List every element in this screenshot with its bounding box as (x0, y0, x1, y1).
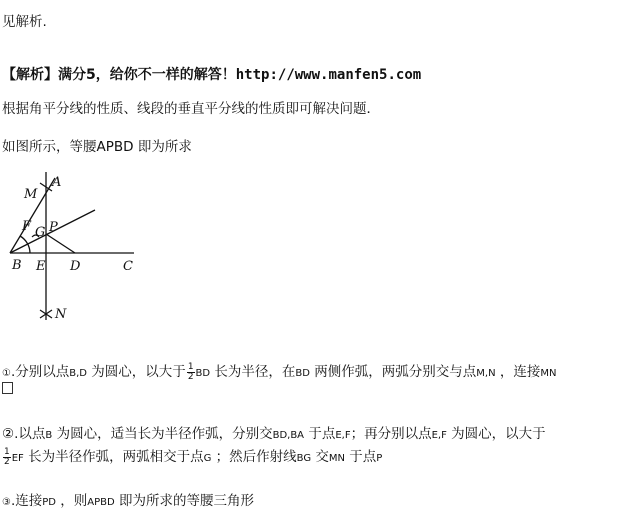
placeholder-box (2, 382, 13, 394)
site-url: http://www.manfen5.com (235, 67, 422, 83)
step-3-text: 即为所求的等腰三角形 (114, 493, 255, 509)
step-1-bd: BD (295, 368, 310, 379)
label-d: D (70, 259, 81, 274)
step-2-text: ；然后作射线 (211, 449, 297, 465)
step-1-bd: BD (195, 368, 211, 379)
segment-pd (46, 234, 75, 253)
step-2 (2, 422, 546, 442)
analysis-text: 根据角平分线的性质、线段的垂直平分线的性质即可解决问题． (2, 101, 380, 117)
step-2-mn: MN (328, 453, 345, 464)
step-1-text: .分别以点 (10, 364, 70, 380)
step-1 (2, 360, 556, 382)
fraction-half: $\frac{1}{2}$ (4, 446, 10, 467)
step-1-marker: ① (2, 368, 11, 379)
step-1-mn: MN (540, 368, 557, 379)
step-2-marker: ② (2, 426, 15, 442)
step-1-box-line (2, 380, 13, 396)
geometry-figure (2, 170, 162, 330)
label-n: N (55, 307, 67, 322)
label-m: M (24, 187, 38, 202)
arc-b (20, 236, 30, 253)
analysis-header (2, 64, 421, 84)
step-3-apbd: APBD (87, 497, 115, 508)
step-2-ef: E,F (431, 430, 447, 441)
label-c: C (123, 259, 133, 274)
label-f: F (22, 219, 32, 234)
step-2-text: 于点 (345, 449, 377, 465)
step-2-b: B (45, 430, 53, 441)
answer-line: 见解析. (2, 14, 47, 30)
step-3-pd: PD (42, 497, 56, 508)
step-2-ef: E,F (335, 430, 351, 441)
step-2-text: 于点 (304, 426, 336, 442)
label-g: G (35, 225, 46, 240)
step-2-cont (2, 445, 382, 467)
analysis-bracket: 【解析】满分5，给你不一样的解答！ (2, 67, 236, 83)
step-2-text: 交 (311, 449, 329, 465)
step-2-text: ；再分别以点 (350, 426, 432, 442)
label-b: B (12, 258, 22, 273)
step-2-g: G (203, 453, 212, 464)
fraction-half: $\frac{1}{2}$ (187, 361, 194, 382)
step-2-text: 长为半径作弧，两弧相交于点 (23, 449, 204, 465)
step-1-text: 长为半径，在 (210, 364, 296, 380)
step-1-text: ，连接 (495, 364, 541, 380)
step-2-p: P (376, 453, 383, 464)
step-3-marker: ③ (2, 497, 11, 508)
step-3 (2, 489, 254, 509)
step-2-ef: EF (11, 453, 24, 464)
step-1-points: B,D (69, 368, 88, 379)
step-3-text: ，则 (56, 493, 88, 509)
step-1-mn-points: M,N (476, 368, 496, 379)
step-2-bdba: BD,BA (272, 430, 305, 441)
step-3-text: .连接 (10, 493, 43, 509)
label-a: A (52, 175, 62, 190)
step-2-text: .以点 (14, 426, 46, 442)
conclusion-text: 如图所示，等腰APBD 即为所求 (2, 139, 192, 155)
step-1-text: 为圆心，以大于 (87, 364, 186, 380)
label-e: E (36, 259, 46, 274)
label-p: P (49, 220, 58, 235)
step-2-text: 为圆心，以大于 (446, 426, 546, 442)
step-2-bg: BG (296, 453, 312, 464)
step-2-text: 为圆心，适当长为半径作弧，分别交 (52, 426, 273, 442)
step-1-text: 两侧作弧，两弧分别交与点 (309, 364, 477, 380)
